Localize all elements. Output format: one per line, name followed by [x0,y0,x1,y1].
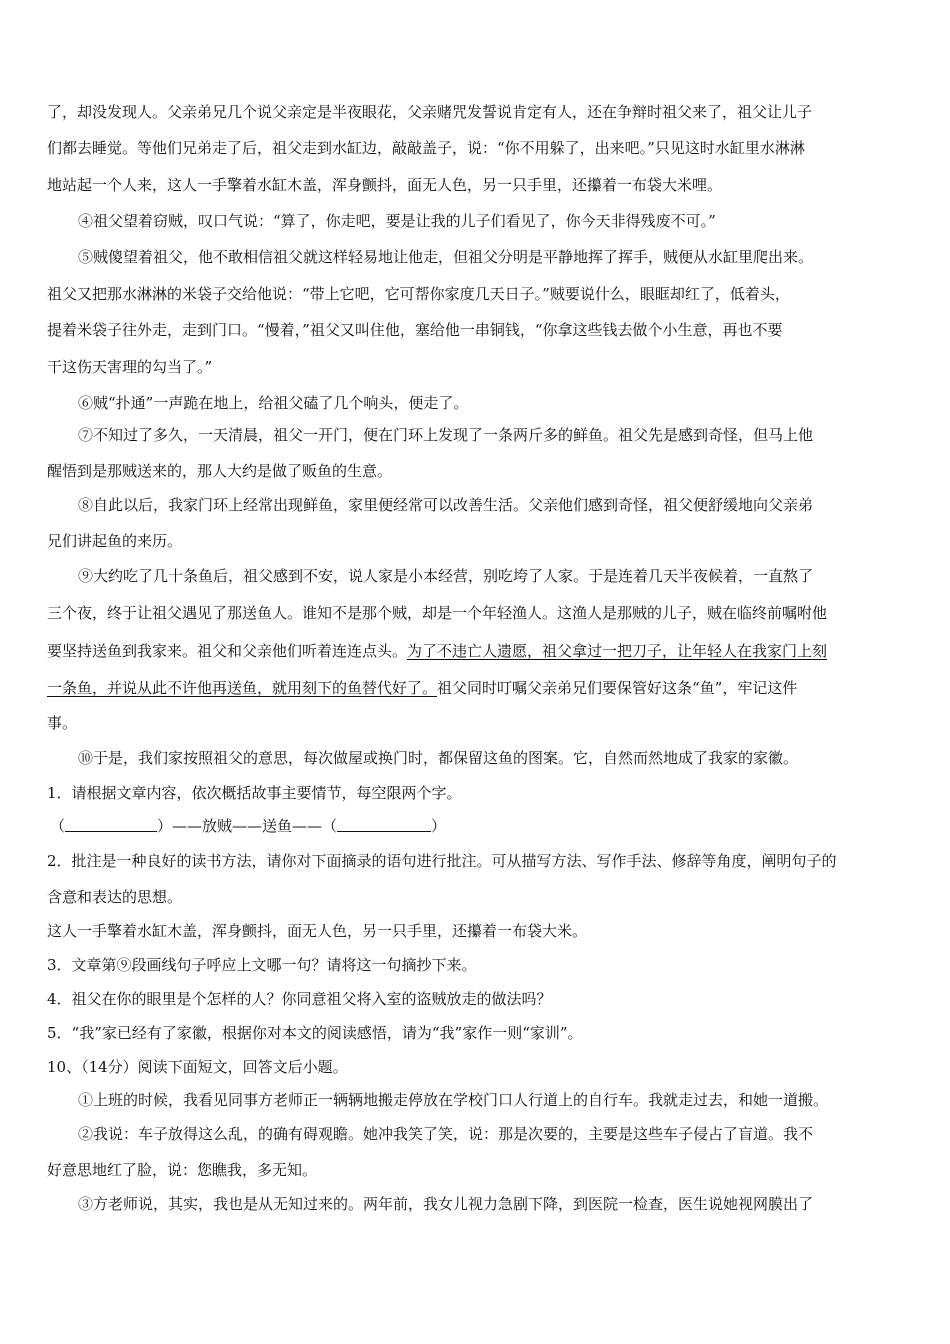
paragraph-8: ⑧自此以后，我家门环上经常出现鲜鱼，家里便经常可以改善生活。父亲他们感到奇怪，祖父便舒缓地向父亲弟 [78,496,814,514]
text-line: 三个夜，终于让祖父遇见了那送鱼人。谁知不是那个贼，却是一个年轻渔人。这渔人是那贼的儿子，贼在临终前嘱咐他 [47,604,828,622]
bracket-open: （ [50,817,66,835]
text-line: 干这伤天害理的勾当了。” [47,358,213,376]
text-line: 祖父又把那水淋淋的米袋子交给他说：“带上它吧，它可帮你家度几天日子。”贼要说什么，眼眶却红了，低着头， [47,285,790,303]
text-line: 好意思地红了脸，说：您瞧我，多无知。 [47,1161,318,1179]
question-1: 1．请根据文章内容，依次概括故事主要情节，每空限两个字。 [47,784,462,802]
section-10-heading: 10、（14分）阅读下面短文，回答文后小题。 [47,1058,348,1076]
quoted-sentence: 这人一手擎着水缸木盖，浑身颤抖，面无人色，另一只手里，还攥着一布袋大米。 [47,922,588,940]
text-line: 含意和表达的思想。 [47,888,183,906]
text-line: 了，却没发现人。父亲弟兄几个说父亲定是半夜眼花，父亲赌咒发誓说肯定有人，还在争辩时祖父来了，祖父让儿子 [47,103,813,121]
text-line: 提着米袋子往外走，走到门口。“慢着，”祖父又叫住他，塞给他一串铜钱，“你拿这些钱去做个小生意，再也不要 [47,321,783,339]
question-5: 5．“我”家已经有了家徽，根据你对本文的阅读感悟，请为“我”家作一则“家训”。 [47,1024,583,1042]
passage-paragraph-3: ③方老师说，其实，我也是从无知过来的。两年前，我女儿视力急剧下降，到医院一检查，医生说她视网膜出了 [78,1195,814,1213]
bracket-close: ） [431,817,447,835]
paragraph-9: ⑨大约吃了几十条鱼后，祖父感到不安，说人家是小本经营，别吃垮了人家。于是连着几天半夜候着，一直熬了 [78,567,814,585]
line-text: 要坚持送鱼到我家来。祖父和父亲他们听着连连点头。 [47,642,408,660]
line-text: 祖父同时叮嘱父亲弟兄们要保管好这条“鱼”，牢记这件 [437,679,798,697]
paragraph-6: ⑥贼“扑通”一声跪在地上，给祖父磕了几个响头，便走了。 [78,394,469,412]
underlined-sentence: 为了不违亡人遗愿，祖父拿过一把刀子，让年轻人在我家门上刻 [407,642,828,660]
answer-blank-1[interactable] [65,817,157,832]
paragraph-10: ⑩于是，我们家按照祖父的意思，每次做屋或换门时，都保留这鱼的图案。它，自然而然地成了我家的家徽。 [78,749,799,767]
text-line: 醒悟到是那贼送来的，那人大约是做了贩鱼的生意。 [47,462,393,480]
question-3: 3．文章第⑨段画线句子呼应上文哪一句？请将这一句摘抄下来。 [47,956,477,974]
passage-paragraph-1: ①上班的时候，我看见同事方老师正一辆辆地搬走停放在学校门口人行道上的自行车。我就走过去，和她一道搬。 [78,1091,829,1109]
passage-paragraph-2: ②我说：车子放得这么乱，的确有碍观瞻。她冲我笑了笑，说：那是次要的，主要是这些车子侵占了盲道。我不 [78,1125,814,1143]
paragraph-4: ④祖父望着窃贼，叹口气说：“算了，你走吧，要是让我的儿子们看见了，你今天非得残废不可。” [78,212,716,230]
text-line: 们都去睡觉。等他们兄弟走了后，祖父走到水缸边，敲敲盖子，说：“你不用躲了，出来吧。”只见这时水缸里水淋淋 [47,139,805,157]
text-line: 地站起一个人来，这人一手擎着水缸木盖，浑身颤抖，面无人色，另一只手里，还攥着一布袋大米哩。 [47,176,723,194]
plot-sequence: ）——放贼——送鱼——（ [157,817,338,835]
text-line [47,678,797,698]
underlined-sentence: 一条鱼，并说从此不许他再送鱼，就用刻下的鱼替代好了。 [47,679,438,697]
paragraph-5: ⑤贼傻望着祖父，他不敢相信祖父就这样轻易地让他走，但祖父分明是平静地挥了挥手，贼便从水缸里爬出来。 [78,248,814,266]
question-2: 2．批注是一种良好的读书方法，请你对下面摘录的语句进行批注。可从描写方法、写作手法、修辞等角度，阐明句子的 [47,852,837,870]
question-1-blanks [50,816,446,836]
paragraph-7: ⑦不知过了多久，一天清晨，祖父一开门，便在门环上发现了一条两斤多的鲜鱼。祖父先是感到奇怪，但马上他 [78,426,814,444]
text-line: 兄们讲起鱼的来历。 [47,532,183,550]
text-line [47,641,827,661]
question-4: 4．祖父在你的眼里是个怎样的人？你同意祖父将入室的盗贼放走的做法吗？ [47,990,552,1008]
text-line: 事。 [47,714,78,732]
answer-blank-2[interactable] [337,817,431,832]
